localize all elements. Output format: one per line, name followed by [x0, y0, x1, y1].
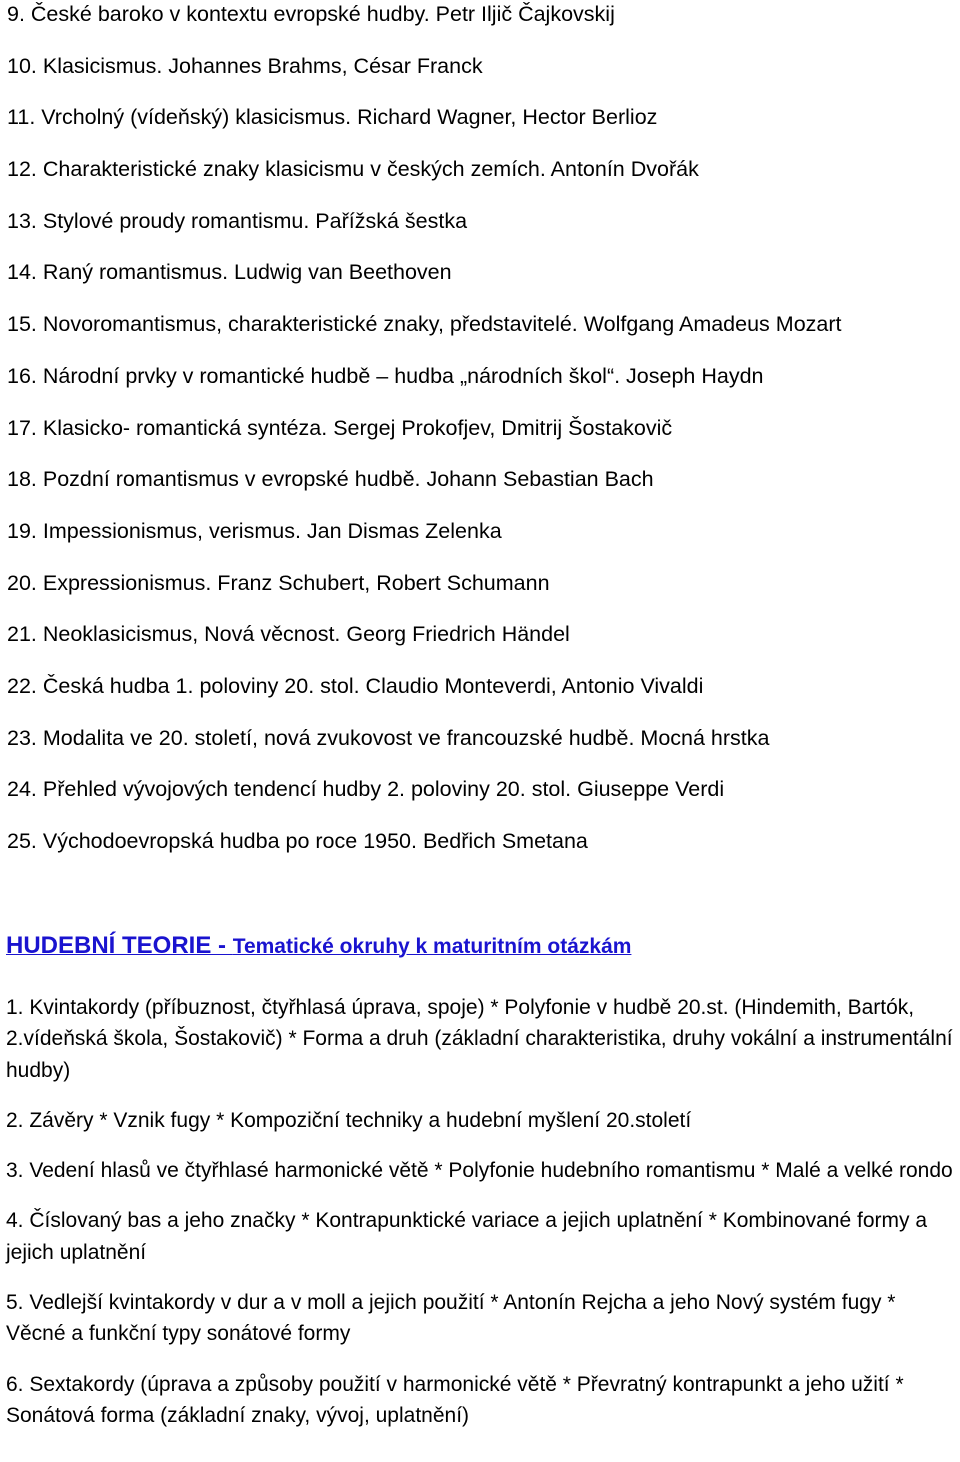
topic-text: 23. Modalita ve 20. století, nová zvukovost ve francouzské hudbě. Mocná hrstka	[7, 725, 770, 750]
list-item	[7, 517, 957, 569]
list-item	[7, 207, 957, 259]
topic-text: 20. Expressionismus. Franz Schubert, Robert Schumann	[7, 570, 550, 595]
theory-list	[6, 992, 960, 1450]
theory-item: 4. Číslovaný bas a jeho značky * Kontrapunktické variace a jejich uplatnění * Kombinované formy a jejich uplatnění	[6, 1209, 928, 1264]
topic-text: 19. Impessionismus, verismus. Jan Dismas Zelenka	[7, 518, 502, 543]
list-item	[7, 465, 957, 517]
section-heading	[6, 932, 631, 960]
list-item	[7, 827, 957, 879]
list-item	[7, 0, 957, 52]
topic-text: 21. Neoklasicismus, Nová věcnost. Georg Friedrich Händel	[7, 622, 570, 647]
list-item	[7, 103, 957, 155]
topic-text: 9. České baroko v kontextu evropské hudby. Petr Iljič Čajkovskij	[7, 2, 615, 26]
topic-text: 22. Česká hudba 1. poloviny 20. stol. Claudio Monteverdi, Antonio Vivaldi	[7, 673, 704, 698]
topic-text: 25. Východoevropská hudba po roce 1950. Bedřich Smetana	[7, 829, 588, 853]
list-item	[7, 724, 957, 776]
topic-text: 24. Přehled vývojových tendencí hudby 2. poloviny 20. stol. Giuseppe Verdi	[7, 777, 725, 802]
section-heading-main: HUDEBNÍ TEORIE -	[6, 932, 233, 959]
theory-item: 5. Vedlejší kvintakordy v dur a v moll a jejich použití * Antonín Rejcha a jeho Nový systém fugy * Věcné a funkční typy sonátové formy	[6, 1291, 896, 1346]
topic-list	[7, 0, 957, 879]
list-item	[7, 362, 957, 414]
list-item	[7, 672, 957, 724]
list-item	[7, 414, 957, 466]
list-item	[7, 775, 957, 827]
theory-item: 3. Vedení hlasů ve čtyřhlasé harmonické větě * Polyfonie hudebního romantismu * Malé a velké rondo	[6, 1159, 953, 1183]
list-item	[7, 310, 957, 362]
topic-text: 17. Klasicko- romantická syntéza. Sergej Prokofjev, Dmitrij Šostakovič	[7, 415, 673, 440]
topic-text: 13. Stylové proudy romantismu. Pařížská šestka	[7, 208, 468, 233]
topic-text: 12. Charakteristické znaky klasicismu v českých zemích. Antonín Dvořák	[7, 157, 699, 182]
theory-item: 1. Kvintakordy (příbuznost, čtyřhlasá úprava, spoje) * Polyfonie v hudbě 20.st. (Hindemith, Bartók, 2.vídeňská škola, Šostakovič) * Forma a druh (základní charakteristika, druhy vokální a instrumentální hudby)	[6, 996, 953, 1082]
topic-text: 18. Pozdní romantismus v evropské hudbě. Johann Sebastian Bach	[7, 467, 654, 492]
list-item	[7, 52, 957, 104]
section-heading-sub: Tematické okruhy k maturitním otázkám	[232, 935, 632, 958]
list-item	[7, 620, 957, 672]
topic-text: 16. Národní prvky v romantické hudbě – hudba „národních škol“. Joseph Haydn	[7, 363, 764, 388]
topic-text: 11. Vrcholný (vídeňský) klasicismus. Richard Wagner, Hector Berlioz	[7, 105, 658, 130]
topic-text: 15. Novoromantismus, charakteristické znaky, představitelé. Wolfgang Amadeus Mozart	[7, 312, 842, 337]
list-item	[7, 155, 957, 207]
theory-item: 6. Sextakordy (úprava a způsoby použití v harmonické větě * Převratný kontrapunkt a jeho užití * Sonátová forma (základní znaky, vývoj, uplatnění)	[6, 1372, 904, 1427]
list-item	[7, 258, 957, 310]
topic-text: 10. Klasicismus. Johannes Brahms, César Franck	[7, 53, 483, 78]
theory-item: 2. Závěry * Vznik fugy * Kompoziční techniky a hudební myšlení 20.století	[6, 1108, 692, 1132]
topic-text: 14. Raný romantismus. Ludwig van Beethoven	[7, 260, 452, 285]
list-item	[7, 569, 957, 621]
